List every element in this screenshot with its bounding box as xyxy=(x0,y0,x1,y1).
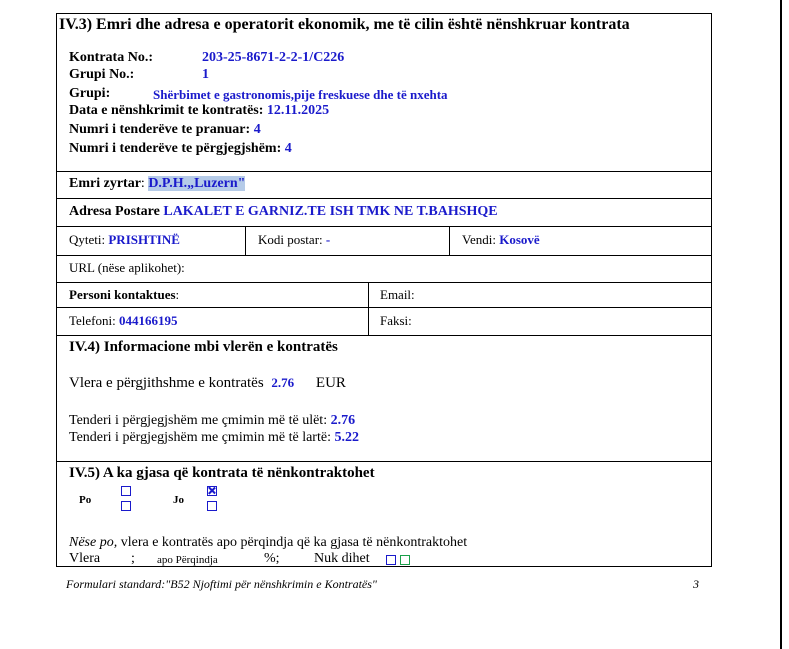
sign-date-label: Data e nënshkrimit te kontratës: xyxy=(69,103,264,118)
country-value: Kosovë xyxy=(499,232,540,247)
unknown-checkbox[interactable] xyxy=(386,555,396,565)
postal-code-label: Kodi postar: xyxy=(258,232,323,247)
city-value: PRISHTINË xyxy=(108,232,180,247)
value-label: Vlera xyxy=(69,551,101,566)
tenders-received-label: Numri i tenderëve te pranuar: xyxy=(69,122,251,137)
divider xyxy=(56,198,712,199)
contract-no-label: Kontrata No.: xyxy=(69,50,153,65)
no-checkbox-checked[interactable] xyxy=(207,486,217,496)
country-label: Vendi: xyxy=(462,232,496,247)
if-yes-text: vlera e kontratës apo përqindja që ka gjasa të nënkontraktohet xyxy=(120,535,468,550)
lowest-price-label: Tenderi i përgjegjshëm me çmimin më të ulët: xyxy=(69,413,328,428)
phone-label: Telefoni: xyxy=(69,313,116,328)
total-value-label: Vlera e përgjithshme e kontratës xyxy=(69,375,264,391)
divider xyxy=(56,307,712,308)
yes-checkbox-top[interactable] xyxy=(121,486,131,496)
separator: ; xyxy=(131,551,135,566)
section-iv3-title: IV.3) Emri dhe adresa e operatorit ekonomik, me të cilin është nënshkruar kontrata xyxy=(59,16,630,33)
group-value: Shërbimet e gastronomis,pije freskuese dhe të nxehta xyxy=(153,87,448,102)
group-no-value: 1 xyxy=(202,67,209,82)
fax-label: Faksi: xyxy=(380,313,412,328)
contract-no-value: 203-25-8671-2-2-1/C226 xyxy=(202,50,345,65)
official-name-value[interactable]: D.P.H.„Luzern" xyxy=(148,176,246,191)
tenders-responsive-label: Numri i tenderëve te përgjegjshëm: xyxy=(69,141,282,156)
divider xyxy=(56,255,712,256)
contact-label: Personi kontaktues xyxy=(69,287,176,302)
page-number: 3 xyxy=(693,577,699,591)
cell-divider xyxy=(449,226,450,255)
unknown-checkbox-alt[interactable] xyxy=(400,555,410,565)
cell-divider xyxy=(245,226,246,255)
divider xyxy=(56,226,712,227)
postal-code-value: - xyxy=(325,232,331,247)
total-value: 2.76 xyxy=(271,375,295,390)
city-label: Qyteti: xyxy=(69,232,106,247)
unknown-label: Nuk dihet xyxy=(314,551,370,566)
tenders-responsive-value: 4 xyxy=(284,141,292,156)
postal-address-label: Adresa Postare xyxy=(69,204,160,219)
percent-sign: %; xyxy=(264,551,280,566)
section-iv4-title: IV.4) Informacione mbi vlerën e kontratës xyxy=(69,339,338,355)
highest-price-label: Tenderi i përgjegjshëm me çmimin më të lartë: xyxy=(69,430,331,445)
page-edge xyxy=(780,0,782,649)
no-label: Jo xyxy=(173,494,184,506)
currency: EUR xyxy=(315,375,346,391)
highest-price-value: 5.22 xyxy=(334,430,359,445)
yes-checkbox[interactable] xyxy=(121,501,131,511)
postal-address-value: LAKALET E GARNIZ.TE ISH TMK NE T.BAHSHQE xyxy=(163,204,498,219)
sign-date-value: 12.11.2025 xyxy=(266,103,330,118)
divider xyxy=(56,282,712,283)
group-label: Grupi: xyxy=(69,86,111,101)
lowest-price-value: 2.76 xyxy=(330,413,356,428)
footer-form-name: Formulari standard:"B52 Njoftimi për nënshkrimin e Kontratës" xyxy=(66,577,377,591)
official-name-label: Emri zyrtar xyxy=(69,176,141,191)
percent-label: apo Përqindja xyxy=(157,554,218,566)
no-checkbox[interactable] xyxy=(207,501,217,511)
url-label: URL (nëse aplikohet): xyxy=(69,260,185,275)
divider xyxy=(56,171,712,172)
if-yes-italic: Nëse po, xyxy=(69,535,118,550)
tenders-received-value: 4 xyxy=(253,122,261,137)
group-no-label: Grupi No.: xyxy=(69,67,135,82)
divider xyxy=(56,335,712,336)
divider xyxy=(56,461,712,462)
yes-label: Po xyxy=(79,494,92,506)
cell-divider xyxy=(368,282,369,335)
email-label: Email: xyxy=(380,287,415,302)
phone-value: 044166195 xyxy=(119,313,178,328)
section-iv5-title: IV.5) A ka gjasa që kontrata të nënkontraktohet xyxy=(69,465,375,481)
